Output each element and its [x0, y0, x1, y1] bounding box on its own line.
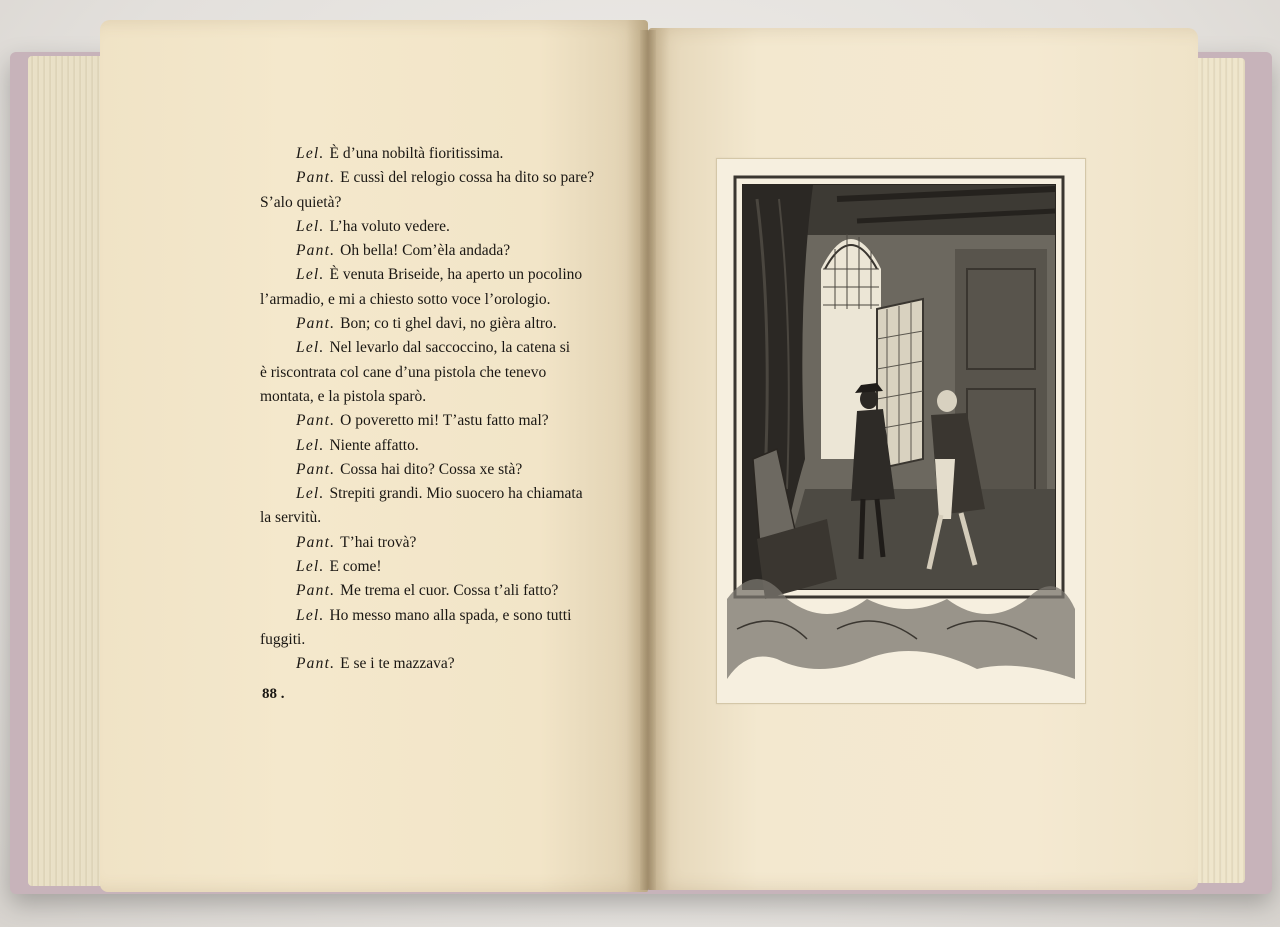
line-text: E cussì del relogio cossa ha dito so pare? — [340, 169, 595, 187]
dialogue-line — [260, 604, 600, 628]
line-text: la servitù. — [260, 509, 322, 527]
dialogue-line — [260, 336, 600, 360]
speaker-name: Lel. — [296, 339, 325, 357]
dialogue-line — [260, 434, 600, 458]
speaker-name: Pant. — [296, 315, 336, 333]
speaker-name: Lel. — [296, 145, 325, 162]
line-text: Bon; co ti ghel davi, no gièra altro. — [340, 315, 557, 333]
dialogue-line — [260, 215, 600, 239]
line-text: T’hai trovà? — [340, 533, 417, 551]
line-text: S’alo quietà? — [260, 193, 342, 211]
speaker-name: Lel. — [296, 436, 325, 454]
speaker-name: Pant. — [296, 169, 336, 187]
line-text: E come! — [329, 558, 382, 576]
dialogue-line — [260, 555, 600, 579]
line-text: E se i te mazzava? — [340, 655, 455, 673]
dialogue-line — [260, 409, 600, 433]
line-text: Cossa hai dito? Cossa xe stà? — [340, 460, 523, 478]
dialogue-line — [260, 531, 600, 555]
dialogue-line — [260, 312, 600, 336]
speaker-name: Lel. — [296, 217, 325, 235]
speaker-name: Lel. — [296, 266, 325, 284]
page-number: 88 . — [262, 686, 285, 702]
dialogue-line — [260, 191, 600, 215]
speaker-name: Pant. — [296, 242, 336, 260]
dialogue-line — [260, 239, 600, 263]
line-text: l’armadio, e mi a chiesto sotto voce l’orologio. — [260, 290, 551, 308]
line-text: Nel levarlo dal saccoccino, la catena si — [329, 339, 571, 357]
dialogue-line — [260, 263, 600, 287]
line-text: L’ha voluto vedere. — [329, 217, 450, 235]
speaker-name: Pant. — [296, 460, 336, 478]
dialogue-line — [260, 458, 600, 482]
dialogue-line — [260, 361, 600, 385]
line-text: Niente affatto. — [329, 436, 419, 454]
engraving-plate — [716, 158, 1086, 704]
dialogue-line — [260, 166, 600, 190]
dialogue-line — [260, 628, 600, 652]
book-gutter — [640, 30, 656, 890]
dialogue-line — [260, 142, 600, 166]
dialogue-line — [260, 482, 600, 506]
line-text: O poveretto mi! T’astu fatto mal? — [340, 412, 549, 430]
line-text: Me trema el cuor. Cossa t’ali fatto? — [340, 582, 559, 600]
line-text: è riscontrata col cane d’una pistola che tenevo — [260, 363, 547, 381]
line-text: È venuta Briseide, ha aperto un pocolino — [329, 266, 583, 284]
dialogue-text — [260, 142, 600, 677]
dialogue-line — [260, 385, 600, 409]
speaker-name: Pant. — [296, 412, 336, 430]
line-text: fuggiti. — [260, 630, 306, 648]
dialogue-line — [260, 288, 600, 312]
line-text: Strepiti grandi. Mio suocero ha chiamata — [329, 485, 583, 503]
line-text: Oh bella! Com’èla andada? — [340, 242, 511, 260]
line-text: È d’una nobiltà fioritissima. — [329, 145, 504, 162]
speaker-name: Pant. — [296, 582, 336, 600]
dialogue-line — [260, 579, 600, 603]
line-text: Ho messo mano alla spada, e sono tutti — [329, 606, 572, 624]
line-text: montata, e la pistola sparò. — [260, 387, 427, 405]
speaker-name: Lel. — [296, 485, 325, 503]
speaker-name: Lel. — [296, 558, 325, 576]
speaker-name: Pant. — [296, 533, 336, 551]
engraving-illustration — [717, 159, 1085, 703]
speaker-name: Pant. — [296, 655, 336, 673]
dialogue-line — [260, 652, 600, 676]
speaker-name: Lel. — [296, 606, 325, 624]
dialogue-line — [260, 506, 600, 530]
